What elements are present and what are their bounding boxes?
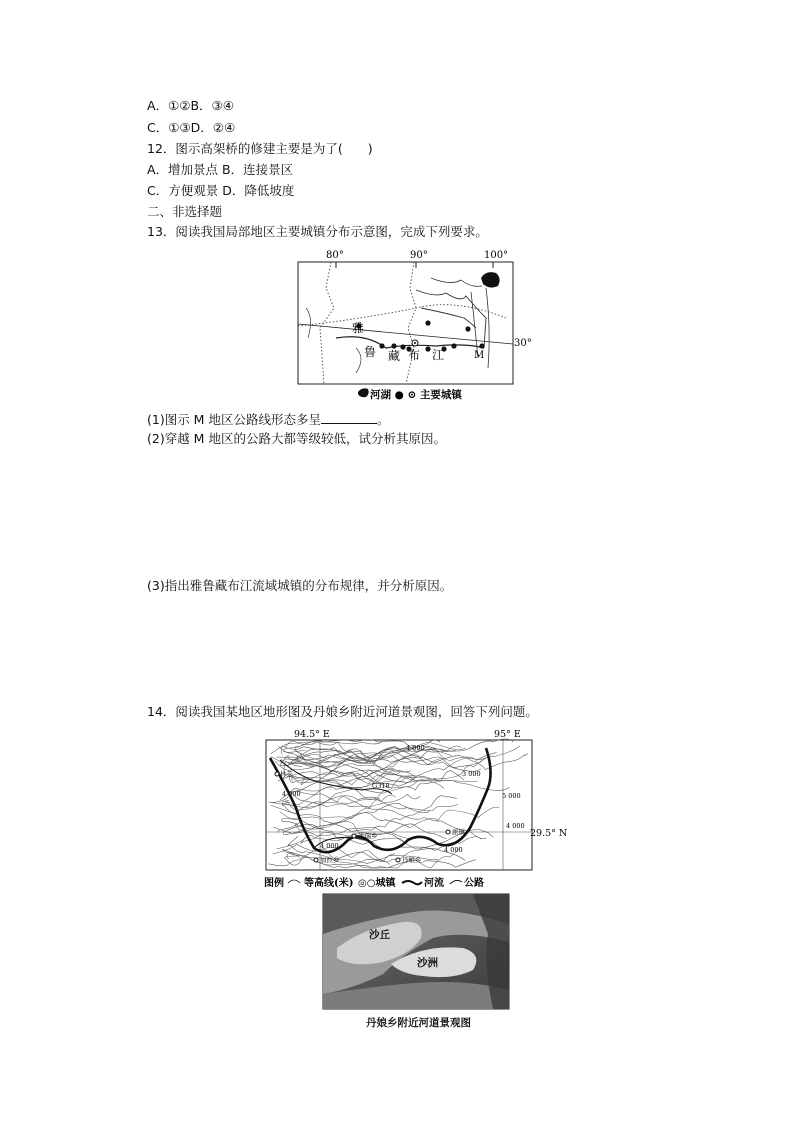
town-other: 加拉乡 xyxy=(320,856,340,864)
legend-contour: 等高线(米) xyxy=(304,878,354,889)
contour-label-d: 4 000 xyxy=(282,790,301,798)
town-mila: 米瑞乡 xyxy=(358,832,378,840)
lat-295-label: 29.5° N xyxy=(530,828,568,839)
point-m-label: M xyxy=(474,350,485,361)
q12-options-cd: C．方便观景 D．降低坡度 xyxy=(147,183,295,198)
q13-map xyxy=(296,248,536,402)
contour-label-e: 4 000 xyxy=(320,842,339,850)
river-char-4: 布 xyxy=(408,348,421,362)
q14-stem: 14．阅读我国某地区地形图及丹娘乡附近河道景观图，回答下列问题。 xyxy=(147,704,538,719)
legend-road: 公路 xyxy=(464,878,484,889)
road-g318: G318 xyxy=(372,782,390,790)
q13-part1 xyxy=(147,412,389,428)
river-char-5: 江 xyxy=(432,348,445,362)
lon-80-label: 80° xyxy=(326,250,344,261)
q13-stem: 13．阅读我国局部地区主要城镇分布示意图，完成下列要求。 xyxy=(147,224,488,239)
label-sandbar: 沙洲 xyxy=(417,957,438,969)
river-char-2: 鲁 xyxy=(364,345,377,359)
contour-label-b: 3 000 xyxy=(462,770,481,778)
q13-part1-end: 。 xyxy=(376,412,390,427)
legend-river: 河流 xyxy=(424,878,444,889)
lon-945-label: 94.5° E xyxy=(294,729,330,740)
lon-90-label: 90° xyxy=(410,250,428,261)
q11-options-cd: C．①③D．②④ xyxy=(147,120,236,135)
river-char-3: 藏 xyxy=(388,349,401,363)
q12-stem: 12．图示高架桥的修建主要是为了( ) xyxy=(147,141,373,156)
town-danniang: 丹娘乡 xyxy=(402,856,422,864)
q13-part2: (2)穿越 M 地区的公路大都等级较低，试分析其原因。 xyxy=(147,431,446,446)
lon-95-label: 95° E xyxy=(494,729,521,740)
map1-legend: 河湖 ● ⊙ 主要城镇 xyxy=(370,389,462,401)
contour-label-a: 4 000 xyxy=(406,744,425,752)
town-linzhi: 林芝 xyxy=(280,770,293,778)
river-char-1: 雅 xyxy=(352,321,365,335)
river-photo xyxy=(323,894,509,1009)
town-paizhen: 派镇 xyxy=(452,828,465,836)
legend-town: ◎○城镇 xyxy=(358,878,396,889)
legend-prefix: 图例 xyxy=(264,878,284,889)
lake-legend-icon xyxy=(358,388,369,397)
section-heading: 二、非选择题 xyxy=(147,204,223,219)
answer-blank[interactable] xyxy=(321,412,377,424)
q12-options-ab: A．增加景点 B．连接景区 xyxy=(147,162,294,177)
lat-30-label: 30° xyxy=(514,338,532,349)
lon-100-label: 100° xyxy=(484,250,509,261)
label-dune: 沙丘 xyxy=(369,929,390,941)
contour-label-f: 4 000 xyxy=(444,846,463,854)
q11-options-ab: A．①②B．③④ xyxy=(147,98,234,113)
q14-topo-map xyxy=(262,728,568,890)
contour-label-g: 4 000 xyxy=(506,822,525,830)
q13-part1-text: (1)图示 M 地区公路线形态多呈 xyxy=(147,412,321,427)
contour-label-c: 5 000 xyxy=(502,792,521,800)
q13-part3: (3)指出雅鲁藏布江流域城镇的分布规律，并分析原因。 xyxy=(147,578,453,593)
photo-caption: 丹娘乡附近河道景观图 xyxy=(366,1017,471,1029)
